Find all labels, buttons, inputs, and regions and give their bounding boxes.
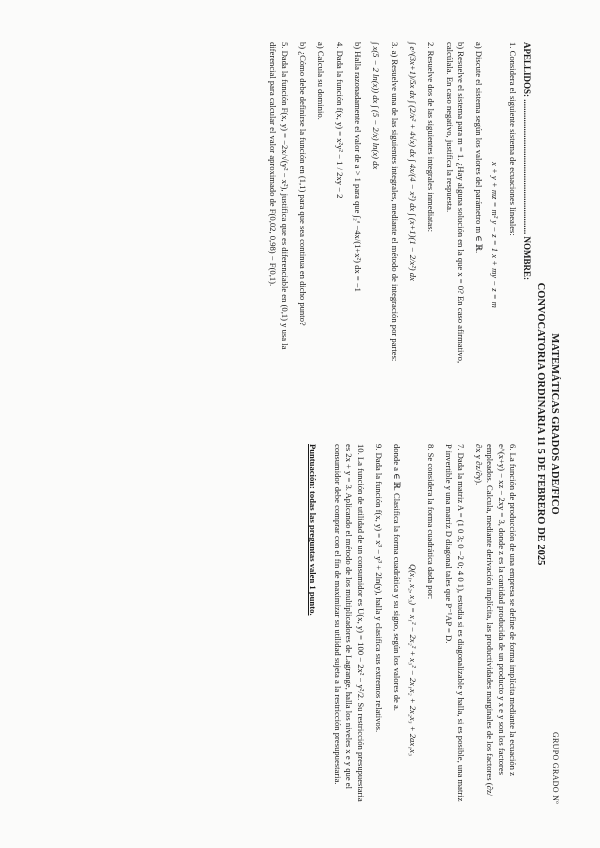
question-3-integrals: ∫ x(5 − 2 ln(x)) dx ∫ (5 − 2/x) ln(x) dx [371,42,382,170]
name-fields: APELLIDOS: ............................................................ NOMBRE: [522,42,532,281]
exam-subtitle: CONVOCATORIA ORDINARIA 11 5 DE FEBRERO DE 2025 [535,282,546,566]
question-7: 7. Dada la matriz A = (1 0 3; 0 −2 0; 4 0 1), estudia si es diagonalizable y halla, si es posible, una matriz P invertible y una matriz D diagonal tales que P⁻¹AP = D. [444,444,466,802]
group-label: GRUPO GRADO Nº [551,731,560,804]
right-column [299,444,518,804]
question-1a: a) Discute el sistema según los valores del parámetro m ∈ ℝ. [474,42,485,254]
question-10: 10. La función de utilidad de un consumidor es U(x, y) = 100 − 2x² − y²/2. Su restricción presupuestaria es 2x + y = 3. Aplicando el método de los multiplicadores de Lagrange, halla los niveles x e y que el consumidor debe comprar con el fin de maximizar su utilidad sujeta a la restricción presupuestaria. [332,444,366,802]
exam-title: MATEMÁTICAS GRADOS ADE/FICO [549,333,560,515]
question-1-system: x + y + mz = m² y − z = 1 x + my − z = m [489,162,500,308]
question-2: 2. Resuelve dos de las siguientes integrales inmediatas: [426,42,437,232]
question-4a: a) Calcula su dominio. [316,42,327,120]
question-1: 1. Considera el siguiente sistema de ecuaciones lineales: [508,42,518,236]
rotated-page [20,24,580,824]
question-8: 8. Se considera la forma cuadrática dada por: [425,444,436,600]
scoring-note: Puntuación: todas las preguntas valen 1 punto. [307,444,318,616]
question-8b: donde a ∈ ℝ. Clasifica la forma cuadrática y su signo, según los valores de a. [392,444,403,711]
question-6: 6. La función de producción de una empresa se define de forma implícita mediante la ecuación z e^(x+y) − xz − 2xy = 3, donde z es la cantidad producida de un producto y x e y son los factores empleados. Calcula, mediante derivación implícita, las productividades marginales de los factores (∂z/∂x y ∂z/∂y). [473,444,518,797]
question-8-form: Q(x₁, x₂, x₃) = x₁² − 2x₂² + x₃² − 2x₁x₂ + 2x₂x₃ + 2ax₁x₃ [407,564,418,756]
question-9: 9. Dada la función f(x, y) = x³ − y³ + 2ln(y), halla y clasifica sus extremos relativos. [373,444,384,733]
left-column [260,42,518,382]
question-3: 3. a) Resuelve una de las siguientes integrales, mediante el método de integración por partes: [389,42,400,362]
question-5: 5. Dada la función F(x, y) = −2x/√(y² − x²), justifica que es diferenciable en (0,1) y usa la diferencial para calcular el valor aproximado de F(0,02, 0,98) − F(0,1). [268,42,290,350]
surname-label: APELLIDOS: [522,42,532,98]
question-4b: b) ¿Cómo debe definirse la función en (1,1) para que sea continua en dicho punto? [297,42,308,326]
question-4: 4. Dada la función f(x, y) = x²y² − 1 / 2xy − 2 [334,42,345,199]
question-3b: b) Halla razonadamente el valor de a > 1 para que ∫₂ᵃ −4x/(1+x²) dx = −1 [352,42,363,292]
name-label: NOMBRE: [522,236,532,281]
question-2-integrals: ∫ e^(3x+1)/5x dx ∫ (2/x² + 4√x) dx ∫ 4x/(4 − x²) dx ∫ (x+1)(1 − 2/x²) dx [407,42,418,281]
question-1b: b) Resuelve el sistema para m = 1. ¿Hay alguna solución en la que x = 0? En caso afirmativo, calcúlala. En caso negativo, justifica la respuesta. [444,42,466,364]
